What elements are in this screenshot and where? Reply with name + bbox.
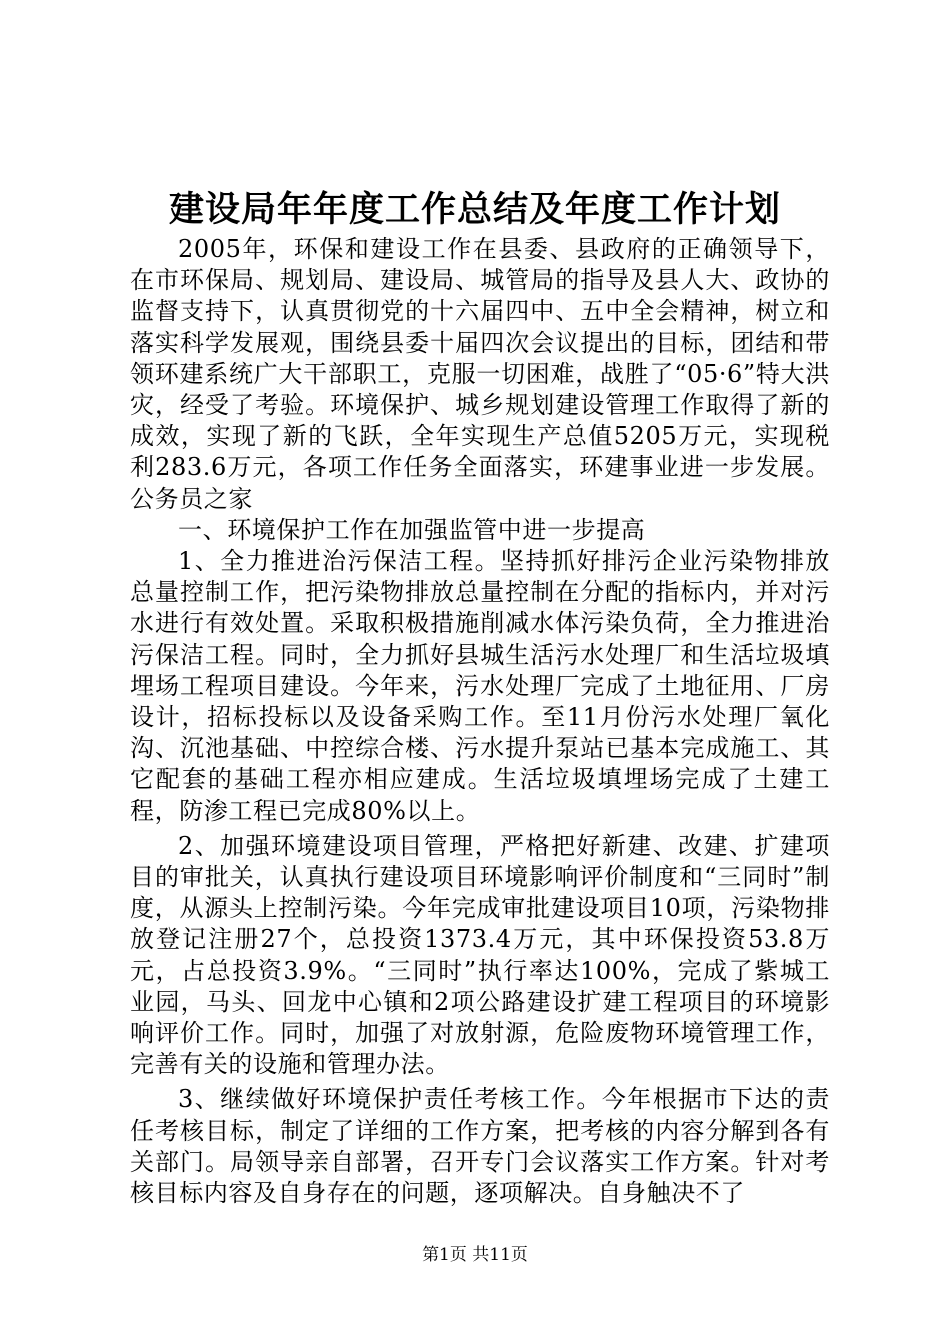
document-body <box>130 234 830 1209</box>
section-heading-environment: 一、环境保护工作在加强监管中进一步提高 <box>178 515 646 544</box>
document-title: 建设局年年度工作总结及年度工作计划 <box>168 189 781 230</box>
paragraph-item-3: 3、继续做好环境保护责任考核工作。今年根据市下达的责任考核目标，制定了详细的工作方案，把考核的内容分解到各有关部门。局领导亲自部署，召开专门会议落实工作方案。针对考核目标内容及自身存在的问题，逐项解决。自身触决不了 <box>130 1085 830 1208</box>
paragraph-intro: 2005年，环保和建设工作在县委、县政府的正确领导下，在市环保局、规划局、建设局、城管局的指导及县人大、政协的监督支持下，认真贯彻党的十六届四中、五中全会精神，树立和落实科学发展观，围绕县委十届四次会议提出的目标，团结和带领环建系统广大干部职工，克服一切困难，战胜了“05·6”特大洪灾，经受了考验。环境保护、城乡规划建设管理工作取得了新的成效，实现了新的飞跃，全年实现生产总值5205万元，实现税利283.6万元，各项工作任务全面落实，环建事业进一步发展。公务员之家 <box>130 235 830 513</box>
paragraph-item-1: 1、全力推进治污保洁工程。坚持抓好排污企业污染物排放总量控制工作，把污染物排放总量控制在分配的指标内，并对污水进行有效处置。采取积极措施削减水体污染负荷，全力推进治污保洁工程。同时，全力抓好县城生活污水处理厂和生活垃圾填埋场工程项目建设。今年来，污水处理厂完成了土地征用、厂房设计，招标投标以及设备采购工作。至11月份污水处理厂氧化沟、沉池基础、中控综合楼、污水提升泵站已基本完成施工、其它配套的基础工程亦相应建成。生活垃圾填埋场完成了土建工程，防渗工程已完成80%以上。 <box>130 547 830 825</box>
page-number-footer: 第1页 共11页 <box>422 1245 528 1265</box>
paragraph-item-2: 2、加强环境建设项目管理，严格把好新建、改建、扩建项目的审批关，认真执行建设项目环境影响评价制度和“三同时”制度，从源头上控制污染。今年完成审批建设项目10项，污染物排放登记注册27个，总投资1373.4万元，其中环保投资53.8万元，占总投资3.9%。“三同时”执行率达100%，完成了紫城工业园，马头、回龙中心镇和2项公路建设扩建工程项目的环境影响评价工作。同时，加强了对放射源，危险废物环境管理工作，完善有关的设施和管理办法。 <box>130 831 830 1079</box>
